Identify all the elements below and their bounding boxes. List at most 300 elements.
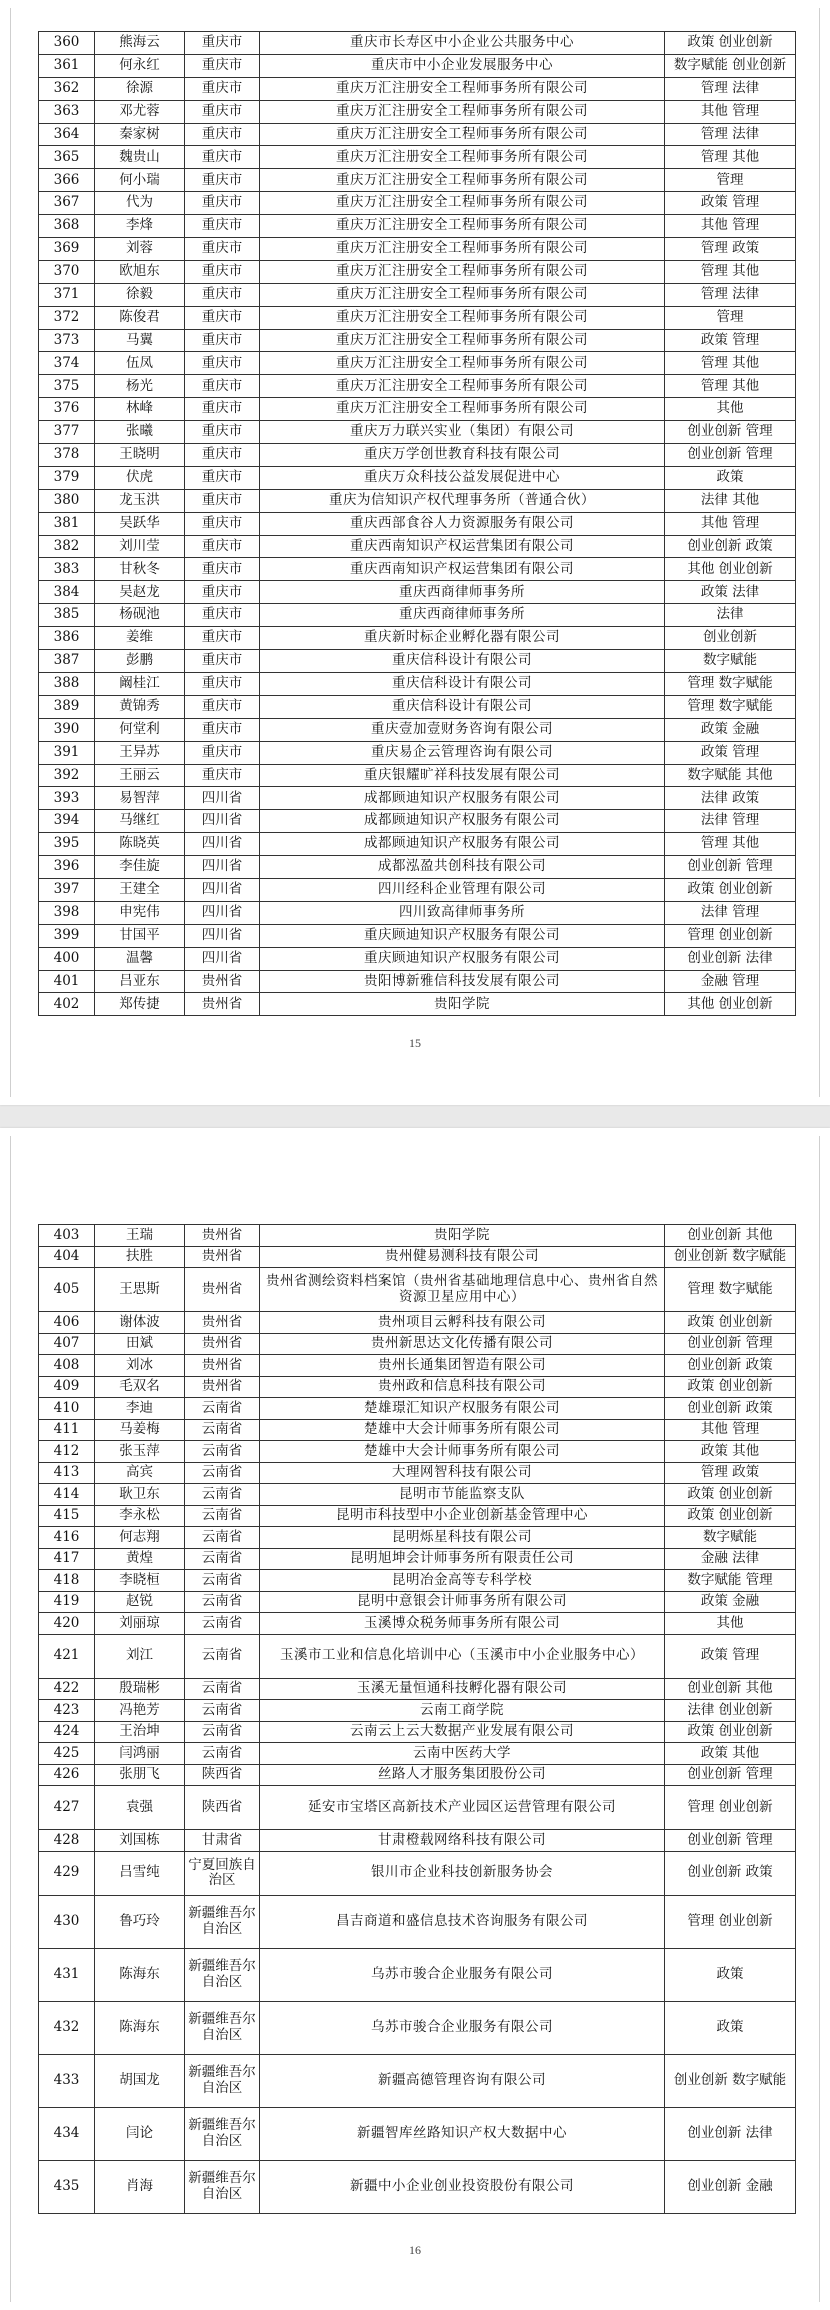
table-row xyxy=(39,1527,796,1549)
province: 贵州省 xyxy=(185,1246,260,1268)
table-row xyxy=(39,1398,796,1420)
person-name: 刘江 xyxy=(95,1634,185,1678)
person-name: 甘秋冬 xyxy=(95,558,185,581)
person-name: 郑传捷 xyxy=(95,993,185,1016)
person-name: 谢体波 xyxy=(95,1312,185,1334)
person-name: 彭鹏 xyxy=(95,650,185,673)
person-name: 杨光 xyxy=(95,375,185,398)
table-row xyxy=(39,901,796,924)
expertise-tags: 创业创新 管理 xyxy=(665,856,796,879)
organization: 重庆万汇注册安全工程师事务所有限公司 xyxy=(260,398,665,421)
page-number: 16 xyxy=(409,2243,421,2257)
row-number: 410 xyxy=(39,1398,95,1420)
organization: 重庆万众科技公益发展促进中心 xyxy=(260,466,665,489)
row-number: 416 xyxy=(39,1527,95,1549)
table-row xyxy=(39,695,796,718)
table-row xyxy=(39,32,796,55)
table-row xyxy=(39,924,796,947)
organization: 昆明市节能监察支队 xyxy=(260,1484,665,1506)
organization: 乌苏市骏合企业服务有限公司 xyxy=(260,2001,665,2054)
person-name: 刘国栋 xyxy=(95,1830,185,1852)
expertise-tags: 数字赋能 其他 xyxy=(665,764,796,787)
person-name: 马继红 xyxy=(95,810,185,833)
person-name: 陈海东 xyxy=(95,2001,185,2054)
person-name: 袁强 xyxy=(95,1786,185,1830)
organization: 贵阳学院 xyxy=(260,993,665,1016)
person-name: 黄锦秀 xyxy=(95,695,185,718)
person-name: 张朋飞 xyxy=(95,1764,185,1786)
table-row xyxy=(39,146,796,169)
row-number: 388 xyxy=(39,672,95,695)
person-name: 何志翔 xyxy=(95,1527,185,1549)
province: 新疆维吾尔自治区 xyxy=(185,2107,260,2160)
person-name: 吕亚东 xyxy=(95,970,185,993)
organization: 成都顾迪知识产权服务有限公司 xyxy=(260,787,665,810)
table-row xyxy=(39,1591,796,1613)
organization: 重庆万汇注册安全工程师事务所有限公司 xyxy=(260,238,665,261)
organization: 重庆万汇注册安全工程师事务所有限公司 xyxy=(260,306,665,329)
organization: 重庆新时标企业孵化器有限公司 xyxy=(260,627,665,650)
organization: 重庆银耀旷祥科技发展有限公司 xyxy=(260,764,665,787)
table-row xyxy=(39,856,796,879)
person-name: 何堂利 xyxy=(95,718,185,741)
expertise-tags: 管理 创业创新 xyxy=(665,924,796,947)
expertise-tags: 管理 其他 xyxy=(665,833,796,856)
organization: 重庆西商律师事务所 xyxy=(260,604,665,627)
province: 重庆市 xyxy=(185,283,260,306)
row-number: 421 xyxy=(39,1634,95,1678)
person-name: 王思斯 xyxy=(95,1268,185,1312)
row-number: 383 xyxy=(39,558,95,581)
table-row xyxy=(39,1851,796,1895)
row-number: 371 xyxy=(39,283,95,306)
expertise-tags: 创业创新 其他 xyxy=(665,1225,796,1247)
expertise-tags: 创业创新 政策 xyxy=(665,1851,796,1895)
row-number: 405 xyxy=(39,1268,95,1312)
table-row xyxy=(39,1786,796,1830)
province: 贵州省 xyxy=(185,1312,260,1334)
row-number: 404 xyxy=(39,1246,95,1268)
province: 云南省 xyxy=(185,1441,260,1463)
organization: 延安市宝塔区高新技术产业园区运营管理有限公司 xyxy=(260,1786,665,1830)
expertise-tags: 数字赋能 xyxy=(665,650,796,673)
person-name: 王瑞 xyxy=(95,1225,185,1247)
person-name: 张曦 xyxy=(95,421,185,444)
table-row xyxy=(39,604,796,627)
province: 重庆市 xyxy=(185,466,260,489)
row-number: 376 xyxy=(39,398,95,421)
expertise-tags: 其他 管理 xyxy=(665,512,796,535)
expertise-tags: 创业创新 政策 xyxy=(665,1398,796,1420)
organization: 银川市企业科技创新服务协会 xyxy=(260,1851,665,1895)
person-name: 龙玉洪 xyxy=(95,489,185,512)
organization: 重庆万汇注册安全工程师事务所有限公司 xyxy=(260,146,665,169)
table-row xyxy=(39,169,796,192)
person-name: 杨砚池 xyxy=(95,604,185,627)
row-number: 361 xyxy=(39,54,95,77)
row-number: 423 xyxy=(39,1700,95,1722)
table-row xyxy=(39,1355,796,1377)
row-number: 385 xyxy=(39,604,95,627)
province: 重庆市 xyxy=(185,375,260,398)
person-name: 赵锐 xyxy=(95,1591,185,1613)
table-row xyxy=(39,512,796,535)
organization: 楚雄中大会计师事务所有限公司 xyxy=(260,1441,665,1463)
organization: 楚雄璟汇知识产权服务有限公司 xyxy=(260,1398,665,1420)
province: 云南省 xyxy=(185,1570,260,1592)
table-row xyxy=(39,1743,796,1765)
expertise-tags: 创业创新 数字赋能 xyxy=(665,2054,796,2107)
province: 四川省 xyxy=(185,878,260,901)
province: 宁夏回族自治区 xyxy=(185,1851,260,1895)
person-name: 徐毅 xyxy=(95,283,185,306)
organization: 贵阳学院 xyxy=(260,1225,665,1247)
expertise-tags: 政策 管理 xyxy=(665,1634,796,1678)
person-name: 张玉萍 xyxy=(95,1441,185,1463)
organization: 重庆信科设计有限公司 xyxy=(260,672,665,695)
row-number: 417 xyxy=(39,1548,95,1570)
person-name: 李佳旋 xyxy=(95,856,185,879)
province: 重庆市 xyxy=(185,32,260,55)
province: 四川省 xyxy=(185,947,260,970)
row-number: 382 xyxy=(39,535,95,558)
row-number: 403 xyxy=(39,1225,95,1247)
row-number: 365 xyxy=(39,146,95,169)
person-name: 刘丽琼 xyxy=(95,1613,185,1635)
table-row xyxy=(39,1246,796,1268)
expertise-tags: 管理 法律 xyxy=(665,77,796,100)
expertise-tags: 政策 xyxy=(665,1948,796,2001)
province: 贵州省 xyxy=(185,970,260,993)
organization: 贵州省测绘资料档案馆（贵州省基础地理信息中心、贵州省自然资源卫星应用中心） xyxy=(260,1268,665,1312)
row-number: 360 xyxy=(39,32,95,55)
organization: 重庆万汇注册安全工程师事务所有限公司 xyxy=(260,77,665,100)
person-name: 何小瑞 xyxy=(95,169,185,192)
expertise-tags: 创业创新 法律 xyxy=(665,947,796,970)
table-row xyxy=(39,741,796,764)
province: 贵州省 xyxy=(185,1268,260,1312)
organization: 新疆智库丝路知识产权大数据中心 xyxy=(260,2107,665,2160)
person-name: 吕雪纯 xyxy=(95,1851,185,1895)
table-row xyxy=(39,1268,796,1312)
organization: 玉溪无量恒通科技孵化器有限公司 xyxy=(260,1678,665,1700)
province: 重庆市 xyxy=(185,695,260,718)
expertise-tags: 法律 管理 xyxy=(665,810,796,833)
expertise-tags: 数字赋能 创业创新 xyxy=(665,54,796,77)
row-number: 413 xyxy=(39,1462,95,1484)
table-row xyxy=(39,1570,796,1592)
row-number: 408 xyxy=(39,1355,95,1377)
expertise-tags: 管理 数字赋能 xyxy=(665,672,796,695)
row-number: 378 xyxy=(39,444,95,467)
organization: 重庆万汇注册安全工程师事务所有限公司 xyxy=(260,192,665,215)
person-name: 王晓明 xyxy=(95,444,185,467)
person-name: 阚桂江 xyxy=(95,672,185,695)
row-number: 422 xyxy=(39,1678,95,1700)
organization: 重庆万汇注册安全工程师事务所有限公司 xyxy=(260,123,665,146)
person-name: 刘蓉 xyxy=(95,238,185,261)
province: 贵州省 xyxy=(185,1225,260,1247)
row-number: 377 xyxy=(39,421,95,444)
organization: 贵州新思达文化传播有限公司 xyxy=(260,1333,665,1355)
organization: 贵州健易测科技有限公司 xyxy=(260,1246,665,1268)
expertise-tags: 创业创新 金融 xyxy=(665,2160,796,2213)
expertise-tags: 创业创新 政策 xyxy=(665,1355,796,1377)
organization: 重庆西南知识产权运营集团有限公司 xyxy=(260,558,665,581)
organization: 四川致高律师事务所 xyxy=(260,901,665,924)
person-name: 林峰 xyxy=(95,398,185,421)
row-number: 387 xyxy=(39,650,95,673)
organization: 云南中医药大学 xyxy=(260,1743,665,1765)
row-number: 419 xyxy=(39,1591,95,1613)
person-name: 王建全 xyxy=(95,878,185,901)
table-row xyxy=(39,123,796,146)
person-name: 马姜梅 xyxy=(95,1419,185,1441)
province: 重庆市 xyxy=(185,77,260,100)
expertise-tags: 管理 创业创新 xyxy=(665,1786,796,1830)
table-row xyxy=(39,2054,796,2107)
province: 重庆市 xyxy=(185,146,260,169)
person-name: 肖海 xyxy=(95,2160,185,2213)
table-row xyxy=(39,375,796,398)
table-row xyxy=(39,260,796,283)
province: 云南省 xyxy=(185,1484,260,1506)
person-name: 熊海云 xyxy=(95,32,185,55)
expertise-tags: 政策 金融 xyxy=(665,718,796,741)
person-name: 李永松 xyxy=(95,1505,185,1527)
organization: 玉溪博众税务师事务所有限公司 xyxy=(260,1613,665,1635)
table-row xyxy=(39,810,796,833)
row-number: 420 xyxy=(39,1613,95,1635)
document-page-16 xyxy=(0,1128,830,2310)
province: 四川省 xyxy=(185,856,260,879)
row-number: 429 xyxy=(39,1851,95,1895)
expertise-tags: 创业创新 管理 xyxy=(665,1830,796,1852)
province: 重庆市 xyxy=(185,306,260,329)
table-row xyxy=(39,878,796,901)
row-number: 435 xyxy=(39,2160,95,2213)
expertise-tags: 政策 管理 xyxy=(665,192,796,215)
expertise-tags: 管理 创业创新 xyxy=(665,1895,796,1948)
expertise-tags: 创业创新 数字赋能 xyxy=(665,1246,796,1268)
row-number: 397 xyxy=(39,878,95,901)
person-name: 易智萍 xyxy=(95,787,185,810)
expertise-tags: 管理 其他 xyxy=(665,260,796,283)
table-row xyxy=(39,1312,796,1334)
expertise-tags: 创业创新 管理 xyxy=(665,421,796,444)
expertise-tags: 其他 xyxy=(665,398,796,421)
province: 重庆市 xyxy=(185,604,260,627)
expertise-tags: 法律 管理 xyxy=(665,901,796,924)
province: 重庆市 xyxy=(185,421,260,444)
organization: 玉溪市工业和信息化培训中心（玉溪市中小企业服务中心） xyxy=(260,1634,665,1678)
province: 云南省 xyxy=(185,1527,260,1549)
expertise-tags: 政策 金融 xyxy=(665,1591,796,1613)
province: 重庆市 xyxy=(185,352,260,375)
expertise-tags: 其他 创业创新 xyxy=(665,558,796,581)
province: 重庆市 xyxy=(185,764,260,787)
province: 贵州省 xyxy=(185,1333,260,1355)
organization: 重庆市中小企业发展服务中心 xyxy=(260,54,665,77)
table-row xyxy=(39,1830,796,1852)
organization: 昆明冶金高等专科学校 xyxy=(260,1570,665,1592)
person-name: 鲁巧玲 xyxy=(95,1895,185,1948)
organization: 乌苏市骏合企业服务有限公司 xyxy=(260,1948,665,2001)
person-name: 李晓桓 xyxy=(95,1570,185,1592)
person-name: 扶胜 xyxy=(95,1246,185,1268)
expertise-tags: 其他 管理 xyxy=(665,1419,796,1441)
table-row xyxy=(39,1678,796,1700)
table-row xyxy=(39,970,796,993)
table-row xyxy=(39,1613,796,1635)
province: 重庆市 xyxy=(185,100,260,123)
person-name: 姜维 xyxy=(95,627,185,650)
province: 重庆市 xyxy=(185,238,260,261)
table-row xyxy=(39,2160,796,2213)
organization: 昆明烁星科技有限公司 xyxy=(260,1527,665,1549)
table-row xyxy=(39,215,796,238)
row-number: 369 xyxy=(39,238,95,261)
row-number: 396 xyxy=(39,856,95,879)
organization: 贵阳博新雅信科技发展有限公司 xyxy=(260,970,665,993)
row-number: 391 xyxy=(39,741,95,764)
province: 重庆市 xyxy=(185,215,260,238)
person-name: 王丽云 xyxy=(95,764,185,787)
table-row xyxy=(39,1764,796,1786)
province: 重庆市 xyxy=(185,535,260,558)
organization: 云南工商学院 xyxy=(260,1700,665,1722)
province: 新疆维吾尔自治区 xyxy=(185,2054,260,2107)
person-name: 耿卫东 xyxy=(95,1484,185,1506)
table-row xyxy=(39,329,796,352)
organization: 成都顾迪知识产权服务有限公司 xyxy=(260,810,665,833)
province: 云南省 xyxy=(185,1743,260,1765)
organization: 重庆万力联兴实业（集团）有限公司 xyxy=(260,421,665,444)
row-number: 392 xyxy=(39,764,95,787)
organization: 重庆万汇注册安全工程师事务所有限公司 xyxy=(260,283,665,306)
province: 云南省 xyxy=(185,1548,260,1570)
table-row xyxy=(39,672,796,695)
table-row xyxy=(39,833,796,856)
organization: 重庆万汇注册安全工程师事务所有限公司 xyxy=(260,352,665,375)
expertise-tags: 政策 xyxy=(665,2001,796,2054)
table-row xyxy=(39,1948,796,2001)
expertise-tags: 管理 xyxy=(665,169,796,192)
person-name: 马翼 xyxy=(95,329,185,352)
row-number: 434 xyxy=(39,2107,95,2160)
province: 陕西省 xyxy=(185,1786,260,1830)
table-row xyxy=(39,1895,796,1948)
organization: 昆明旭坤会计师事务所有限责任公司 xyxy=(260,1548,665,1570)
province: 云南省 xyxy=(185,1462,260,1484)
organization: 成都顾迪知识产权服务有限公司 xyxy=(260,833,665,856)
table-row xyxy=(39,489,796,512)
province: 重庆市 xyxy=(185,558,260,581)
province: 陕西省 xyxy=(185,1764,260,1786)
organization: 重庆为信知识产权代理事务所（普通合伙） xyxy=(260,489,665,512)
organization: 昌吉商道和盛信息技术咨询服务有限公司 xyxy=(260,1895,665,1948)
row-number: 373 xyxy=(39,329,95,352)
row-number: 362 xyxy=(39,77,95,100)
organization: 新疆中小企业创业投资股份有限公司 xyxy=(260,2160,665,2213)
organization: 昆明市科技型中小企业创新基金管理中心 xyxy=(260,1505,665,1527)
province: 云南省 xyxy=(185,1700,260,1722)
table-row xyxy=(39,306,796,329)
row-number: 418 xyxy=(39,1570,95,1592)
expertise-tags: 管理 政策 xyxy=(665,1462,796,1484)
province: 重庆市 xyxy=(185,169,260,192)
organization: 重庆易企云管理咨询有限公司 xyxy=(260,741,665,764)
person-name: 李烽 xyxy=(95,215,185,238)
table-row xyxy=(39,947,796,970)
province: 云南省 xyxy=(185,1634,260,1678)
organization: 楚雄中大会计师事务所有限公司 xyxy=(260,1419,665,1441)
person-name: 吴赵龙 xyxy=(95,581,185,604)
organization: 重庆信科设计有限公司 xyxy=(260,695,665,718)
organization: 重庆万汇注册安全工程师事务所有限公司 xyxy=(260,260,665,283)
person-name: 何永红 xyxy=(95,54,185,77)
person-name: 邓尤蓉 xyxy=(95,100,185,123)
page-number: 15 xyxy=(409,1036,421,1050)
row-number: 411 xyxy=(39,1419,95,1441)
organization: 成都泓盈共创科技有限公司 xyxy=(260,856,665,879)
organization: 重庆万汇注册安全工程师事务所有限公司 xyxy=(260,215,665,238)
expertise-tags: 法律 创业创新 xyxy=(665,1700,796,1722)
table-row xyxy=(39,283,796,306)
person-name: 申宪伟 xyxy=(95,901,185,924)
province: 重庆市 xyxy=(185,260,260,283)
row-number: 368 xyxy=(39,215,95,238)
province: 四川省 xyxy=(185,787,260,810)
person-name: 刘冰 xyxy=(95,1355,185,1377)
province: 重庆市 xyxy=(185,718,260,741)
person-name: 秦家树 xyxy=(95,123,185,146)
person-name: 刘川莹 xyxy=(95,535,185,558)
person-name: 王治坤 xyxy=(95,1721,185,1743)
expertise-tags: 政策 管理 xyxy=(665,741,796,764)
table-row xyxy=(39,1700,796,1722)
organization: 新疆高德管理咨询有限公司 xyxy=(260,2054,665,2107)
table-row xyxy=(39,993,796,1016)
expertise-tags: 政策 创业创新 xyxy=(665,1505,796,1527)
row-number: 425 xyxy=(39,1743,95,1765)
province: 重庆市 xyxy=(185,444,260,467)
person-name: 陈晓英 xyxy=(95,833,185,856)
province: 重庆市 xyxy=(185,123,260,146)
organization: 重庆顾迪知识产权服务有限公司 xyxy=(260,924,665,947)
expertise-tags: 数字赋能 管理 xyxy=(665,1570,796,1592)
province: 云南省 xyxy=(185,1721,260,1743)
table-row xyxy=(39,627,796,650)
organization: 重庆万学创世教育科技有限公司 xyxy=(260,444,665,467)
person-name: 伍凤 xyxy=(95,352,185,375)
expertise-tags: 管理 政策 xyxy=(665,238,796,261)
table-row xyxy=(39,444,796,467)
row-number: 366 xyxy=(39,169,95,192)
table-row xyxy=(39,535,796,558)
person-name: 伏虎 xyxy=(95,466,185,489)
row-number: 380 xyxy=(39,489,95,512)
table-row xyxy=(39,192,796,215)
province: 云南省 xyxy=(185,1678,260,1700)
row-number: 409 xyxy=(39,1376,95,1398)
expertise-tags: 管理 xyxy=(665,306,796,329)
row-number: 395 xyxy=(39,833,95,856)
province: 贵州省 xyxy=(185,1376,260,1398)
table-row xyxy=(39,1225,796,1247)
organization: 重庆西部食谷人力资源服务有限公司 xyxy=(260,512,665,535)
organization: 重庆顾迪知识产权服务有限公司 xyxy=(260,947,665,970)
